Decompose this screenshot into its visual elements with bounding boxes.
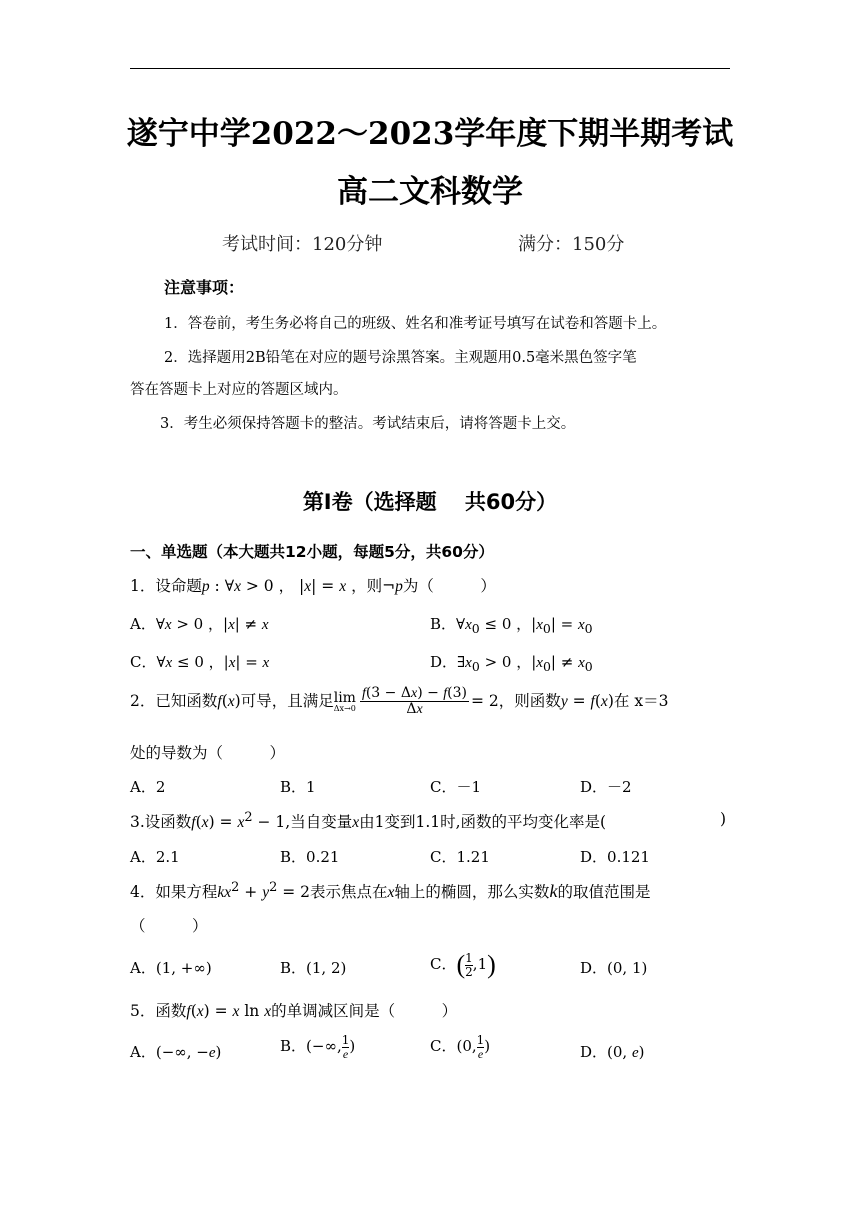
q2-option-c: C．－1 (430, 778, 482, 796)
question-3-close: ) (720, 810, 727, 828)
q5-option-c: C．(0, $\frac{1}{e}$ ) (430, 1033, 491, 1061)
q4-option-a: A．(1, +∞) (130, 959, 212, 977)
full-score: 满分：150分 (518, 234, 625, 255)
notice-item-2: 2．选择题用2B铅笔在对应的题号涂黑答案。主观题用0.5毫米黑色签字笔 (164, 350, 637, 366)
exam-time: 考试时间：120分钟 (222, 234, 383, 255)
exam-subtitle: 高二文科数学 (337, 174, 523, 210)
q1-option-d: D．$\exists x_0 > 0$ ，$|x_0| \ne x_0$ (430, 653, 593, 674)
notice-item-1: 1．答卷前，考生务必将自己的班级、姓名和准考证号填写在试卷和答题卡上。 (164, 316, 667, 332)
q2-option-d: D．－2 (580, 778, 632, 796)
top-rule (130, 68, 730, 69)
notice-item-2-cont: 答在答题卡上对应的答题区域内。 (130, 382, 348, 398)
q5-option-b: B．(−∞, $\frac{1}{e}$ ) (280, 1033, 356, 1061)
q3-option-c: C．1.21 (430, 848, 490, 866)
question-3: 3.设函数$f(x) = x^2 - 1$,当自变量x由1变到1.1时,函数的平均变化率是( (130, 810, 607, 832)
q1-option-b: B．$\forall x_0 \le 0$ ，$|x_0| = x_0$ (430, 615, 593, 636)
q2-option-b: B．1 (280, 778, 316, 796)
section-title: 第Ⅰ卷（选择题 共60分） (302, 490, 558, 514)
question-4-cont: （ ） (130, 917, 208, 935)
q3-option-a: A．2.1 (130, 848, 180, 866)
q5-option-a: A．(−∞, −e) (130, 1043, 222, 1061)
question-2-cont: 处的导数为（ ） (130, 744, 286, 762)
question-type-heading: 一、单选题（本大题共12小题，每题5分，共60分） (130, 543, 494, 561)
q3-option-b: B．0.21 (280, 848, 340, 866)
q2-option-a: A．2 (130, 778, 166, 796)
notice-item-3: 3．考生必须保持答题卡的整洁。考试结束后，请将答题卡上交。 (160, 416, 576, 432)
q4-option-d: D．(0, 1) (580, 959, 648, 977)
question-1: 1．设命题p : ∀x > 0 ， |x| = x ，则¬p为（ ） (130, 577, 496, 595)
notice-heading: 注意事项： (164, 278, 245, 297)
q5-option-d: D．(0, e) (580, 1043, 645, 1061)
question-5: 5．函数f(x) = x ln x的单调减区间是（ ） (130, 1002, 458, 1020)
exam-title: 遂宁中学2022～2023学年度下期半期考试 (126, 116, 734, 152)
q1-option-a: A．∀x > 0 ，|x| ≠ x (130, 615, 269, 633)
q4-option-b: B．(1, 2) (280, 959, 347, 977)
q3-option-d: D．0.121 (580, 848, 650, 866)
q1-option-c: C．∀x ≤ 0 ，|x| = x (130, 653, 270, 671)
question-2: 2．已知函数f(x)可导，且满足lim Δx→0 $\frac{f(3 - \Delta x) - f(3)}{\Delta x}$ = 2，则函数y = f(x)在 x＝3 (130, 685, 669, 718)
q4-option-c: C．( $\frac{1}{2}$ ,1) (430, 950, 496, 979)
question-4: 4．如果方程$kx^2 + y^2 = 2$表示焦点在x轴上的椭圆，那么实数k的取值范围是 (130, 880, 651, 902)
